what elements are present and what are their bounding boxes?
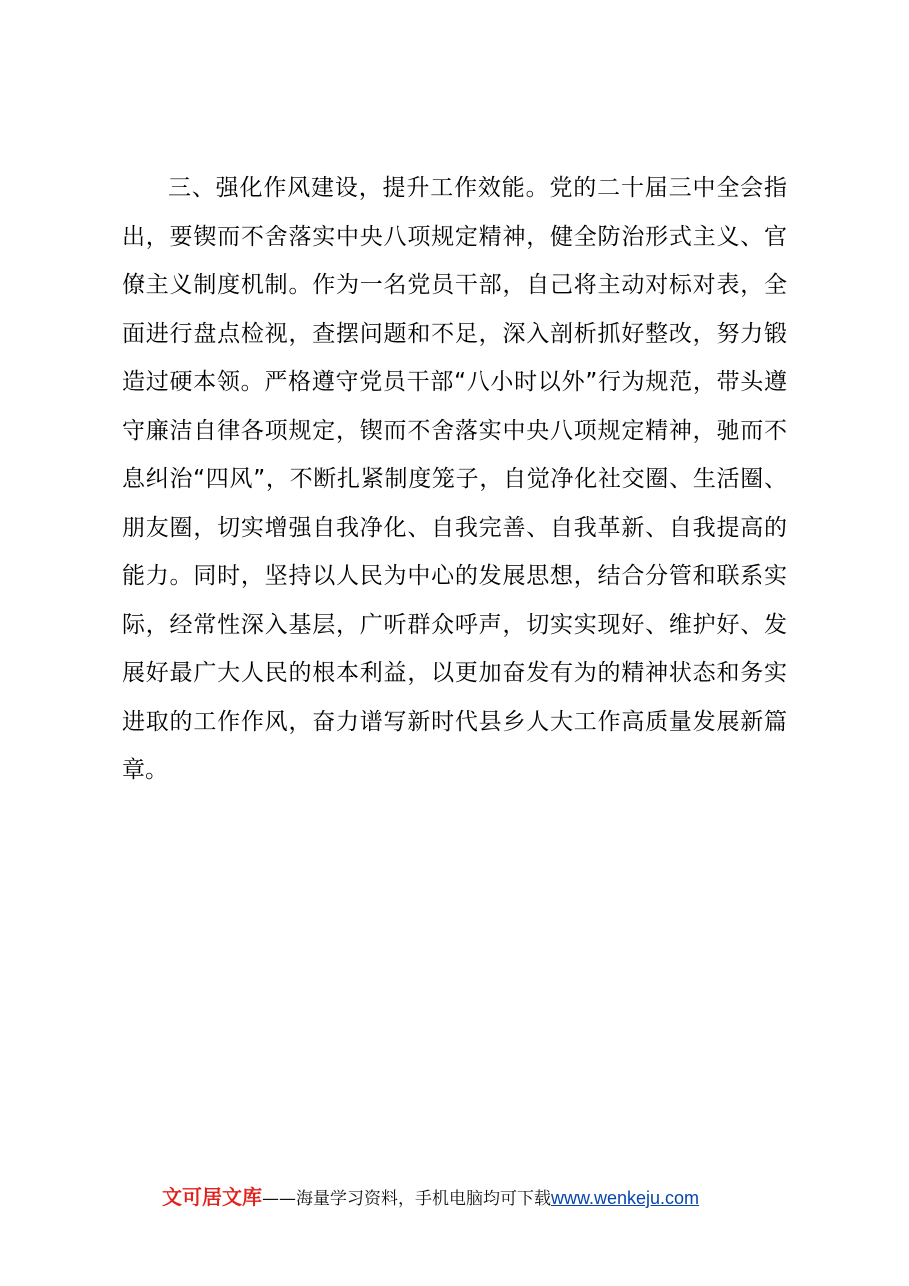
- footer-tagline: ——海量学习资料，手机电脑均可下载: [262, 1189, 551, 1209]
- paragraph-line: 进取的工作作风，奋力谱写新时代县乡人大工作高质量发展新篇: [122, 708, 787, 735]
- paragraph-line: 息纠治“四风”，不断扎紧制度笼子，自觉净化社交圈、生活圈、: [122, 466, 787, 492]
- paragraph-line: 僚主义制度机制。作为一名党员干部，自己将主动对标对表，全: [122, 272, 787, 298]
- paragraph-line: 际，经常性深入基层，广听群众呼声，切实实现好、维护好、发: [122, 611, 787, 638]
- paragraph-line: 能力。同时，坚持以人民为中心的发展思想，结合分管和联系实: [122, 563, 787, 589]
- footer-banner: [162, 1181, 782, 1213]
- footer-brand: 文可居文库: [162, 1185, 262, 1209]
- paragraph-line: 出，要锲而不舍落实中央八项规定精神，健全防治形式主义、官: [122, 223, 787, 250]
- paragraph-line: 造过硬本领。严格遵守党员干部“八小时以外”行为规范，带头遵: [122, 369, 787, 395]
- paragraph-line: 面进行盘点检视，查摆问题和不足，深入剖析抓好整改，努力锻: [122, 320, 787, 347]
- website-link[interactable]: www.wenkeju.com: [551, 1188, 700, 1208]
- paragraph-line: 朋友圈，切实增强自我净化、自我完善、自我革新、自我提高的: [122, 514, 787, 541]
- paragraph-line: 章。: [122, 757, 168, 783]
- paragraph-line: 展好最广大人民的根本利益，以更加奋发有为的精神状态和务实: [122, 660, 787, 686]
- paragraph-line: 守廉洁自律各项规定，锲而不舍落实中央八项规定精神，驰而不: [122, 417, 787, 444]
- body-paragraph: [122, 164, 787, 795]
- paragraph-line: 三、强化作风建设，提升工作效能。党的二十届三中全会指: [168, 175, 787, 201]
